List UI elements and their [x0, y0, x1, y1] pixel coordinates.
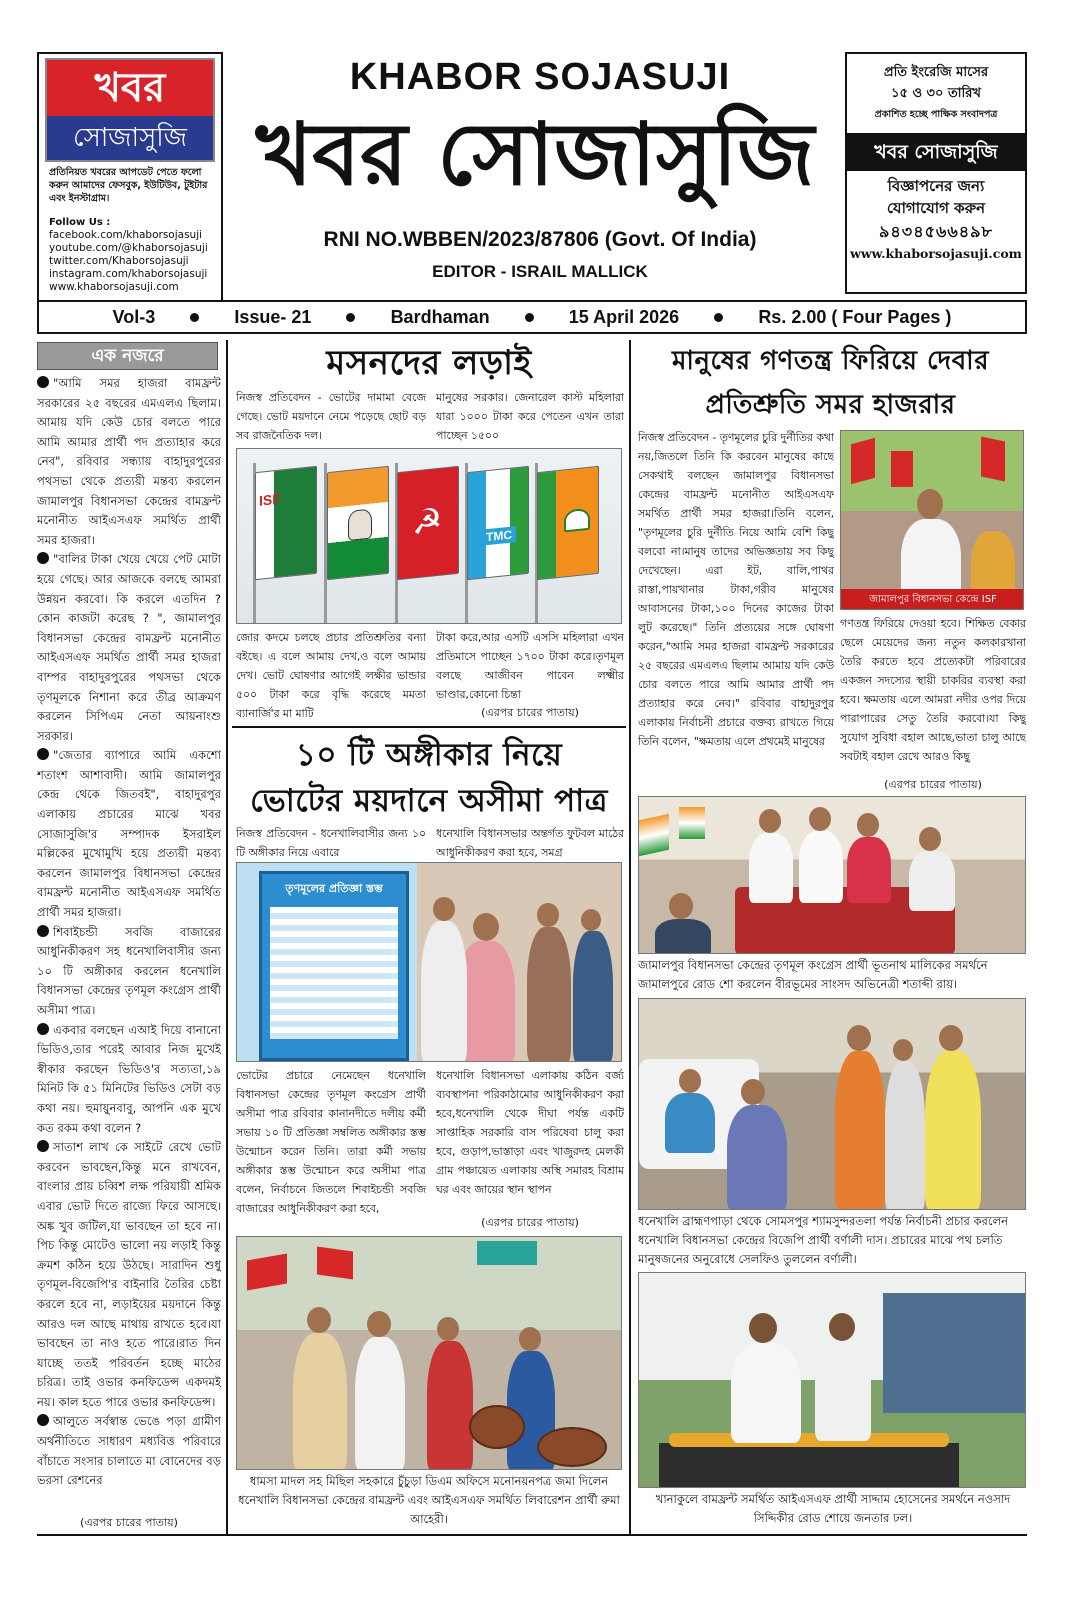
story1-headline: মসনদের লড়াই	[326, 343, 532, 383]
bullet-icon	[37, 552, 49, 564]
continued-note: (এরপর চারের পাতায়)	[884, 778, 982, 791]
bullet-icon	[37, 376, 49, 388]
place: Bardhaman	[390, 306, 490, 327]
flag-label: ISF	[259, 490, 281, 509]
title-english: KHABOR SOJASUJI	[349, 56, 731, 98]
pledge-board	[259, 871, 409, 1061]
campaign-banner: জামালপুর বিধানসভা কেন্দ্রে ISF	[841, 589, 1024, 610]
newspaper-logo	[45, 58, 215, 162]
at-a-glance-header: এক নজরে	[37, 342, 218, 370]
glance-item-text: একবার বলছেন এআই দিয়ে বানানো ভিডিও,তার পরেই আবার নিজ মুখেই স্বীকার করছেন ভিডিও'র সত্যতা,১৯ মিনিট কি ৫১ মিনিটের ভিডিও সেটা বড় কথা নয়। হুমায়ুনবাবু, আপনি এক মুখে কত রকম কথা বলেন ?	[37, 1022, 221, 1135]
selfie-photo-caption: ধনেখালি ব্রাহ্মণপাড়া থেকে সোমসপুর শ্যামসুন্দরতলা পর্যন্ত নির্বাচনী প্রচার করলেন ধনেখালি বিধানসভা কেন্দ্রের বিজেপি প্রার্থী বর্ণালী দাস। প্রচারের মাঝে পথ চলতি মানুষজনের অনুরোধে সেলফিও তুললেন বর্ণালী।	[638, 1214, 1008, 1266]
continued-note: (এরপর চারের পাতায়)	[80, 1516, 178, 1529]
title-bengali: খবর সোজাসুজি	[255, 104, 815, 205]
glance-item	[37, 1412, 221, 1490]
advert-line-2: যোগাযোগ করুন	[886, 199, 986, 217]
bullet-icon	[37, 1140, 49, 1152]
glance-item	[37, 923, 221, 1021]
story-divider	[232, 726, 626, 728]
editor-line: EDITOR - ISRAIL MALLICK	[432, 262, 648, 281]
website-link[interactable]: www.khaborsojasuji.com	[49, 281, 179, 293]
khanakul-photo-caption: খানাকুলে বামফ্রন্ট সমর্থিত আইএসএফ প্রার্থী সাদ্দাম হোসেনের সমর্থনে নওসাদ সিদ্দিকীর রোড শোয়ে জনতার ঢল।	[655, 1492, 1011, 1525]
youtube-link[interactable]: youtube.com/@khaborsojasuji	[49, 242, 208, 254]
flag-label: TMC	[482, 526, 516, 546]
glance-item	[37, 1021, 221, 1139]
rally-procession-photo	[236, 1236, 622, 1470]
follow-links	[49, 216, 221, 294]
glance-item-text: সাতাশ লাখ কে সাইটে রেখে ভোট করবেন ভাবছেন,কিন্তু মনে রাখবেন, বাংলার প্রায় চব্বিশ লক্ষ পরিযায়ী শ্রমিক এবার ভোট দিতে রাজ্যে ফিরে আসছে।অঙ্ক খুব জটিল,যা ভাবছেন তা হবে না।পিচ কিন্তু মোটেও ভালো নয় লড়াই কিন্তু ক্রমশ কঠিন হয়ে উঠছে। সারাদিন শুধু তৃণমূল-বিজেপি'র বাইনারি তৈরির চেষ্টা করলে হবে না, লড়াইয়ের ময়দানে কিন্তু আরও দল আছে মাথায় রাখতে হবে।যা ভাবছেন তা নাও হতে পারে।রাত দিন যাচ্ছে ততই পরিবর্তন হচ্ছে মাঠের চরিত্র। তাই ওভার কনফিডেন্স একদমই নয়। কাল হতে পারে ওভার কনফিডেন্স।	[37, 1140, 221, 1409]
separator-dot-icon	[525, 313, 534, 322]
rni-number: RNI NO.WBBEN/2023/87806 (Govt. Of India)	[323, 228, 757, 251]
page-bottom-rule	[37, 1534, 1027, 1536]
story2-text: ধনেখালি বিধানসভা এলাকায় কঠিন বর্জ্য ব্যবস্থাপনা পরিকাঠামোর আধুনিকীকরণ করা হবে,ধনেখালি থেকে দীঘা পর্যন্ত একটি সাপ্তাহিক সরকারি বাস পরিষেবা চালু করা হবে, গুড়াপ,ভাস্তাড়া এবং খাজুরদহ মেলকী গ্রাম পঞ্চায়েত এলাকায় অস্থি সমারহ বিশ্রাম ঘর এবং জায়ের স্থান স্থাপন	[436, 1069, 624, 1196]
story2-headline-line1: ১০ টি অঙ্গীকার নিয়ে	[295, 737, 563, 773]
tmc-flag-icon	[467, 466, 529, 581]
road-show-caption: জামালপুর বিধানসভা কেন্দ্রের তৃণমূল কংগ্রেস প্রার্থী ভূতনাথ মালিকের সমর্থনে জামালপুরে রোড শো করলেন বীরভূমের সাংসদ অভিনেত্রী শতাব্দী রায়।	[638, 958, 988, 991]
story3-headline-line2: প্রতিশ্রুতি সমর হাজরার	[705, 390, 956, 420]
glance-item-text: শিবাইচন্ডী সবজি বাজারের আধুনিকীকরণ সহ ধনেখালিবাসীর জন্য ১০ টি অঙ্গীকার করলেন ধনেখালি বিধানসভা কেন্দ্রের তৃণমূল কংগ্রেস প্রার্থী অসীমা পাত্র।	[37, 924, 221, 1017]
glance-item-text: আলুতে সর্বস্বান্ত ভেঙে পড়া গ্রামীণ অর্থনীতিতে সাধারণ মধ্যবিত্ত পরিবারে বাঁচাতে সংসার চালাতে মা বোনেদের বড় ভরসা রেশনের	[37, 1414, 221, 1488]
bjp-flag-icon	[537, 466, 599, 581]
khanakul-road-show-photo	[638, 1272, 1026, 1488]
isf-flag-icon	[255, 466, 317, 581]
story2-text: নিজস্ব প্রতিবেদন - ধনেখালিবাসীর জন্য ১০ টি অঙ্গীকার নিয়ে এবারে	[236, 827, 426, 859]
brand-bar: খবর সোজাসুজি	[847, 133, 1025, 171]
story1-text: জোর কদমে চলছে প্রচার প্রতিশ্রুতির বন্যা বইছে। এ বলে আমায় দেখ,ও বলে আমায় দেখ। ভোট ঘোষণার আগেই লক্ষীর ভান্ডার ৫০০ টাকা করে বৃদ্ধি করেছে মমতা ব্যানার্জি'র মা মাটি	[236, 631, 426, 720]
logo-bottom-text: সোজাসুজি	[47, 116, 213, 160]
glance-item-text: "বালির টাকা খেয়ে খেয়ে পেট মোটা হয়ে গেছে। আর আজকে বলছে আমরা উন্নয়ন করবো। কি করলে এতদিন ? কোন কাজটা করেছ ? ", জামালপুর বিধানসভা কেন্দ্রের বামফ্রন্ট মনোনীত আইএসএফ সমর্থিত প্রার্থী সমর হাজরা বাম্পর বাহাদুরপুরের পথসভা থেকে তৃণমূলকে নিশানা করে তীব্র আক্রমণ করলেন সিপিএম নেতা আয়নাংশু সরকার।	[37, 552, 221, 743]
website-url[interactable]: www.khaborsojasuji.com	[850, 246, 1022, 261]
story3-text: নিজস্ব প্রতিবেদন - তৃণমূলের চুরি দুর্নীতির কথা নয়,জিতলে তিনি কি করবেন মানুষের কাছে সেকথাই বলছেন জামালপুর বিধানসভা কেন্দ্রের বামফ্রন্ট মনোনীত আইএসএফ সমর্থিত প্রার্থী সমর হাজরা।তিনি বলেন, "তৃণমূলের চুরি দুর্নীতি নিয়ে আমি বেশি কিছু বলবো না।মানুষ তাদের অভিজ্ঞতায় সব কিছু দেখেছেন। এরা ইট, বালি,পাথর রাস্তা,পায়খানার টাকা,গরীব মানুষের আবাসনের টাকা,১০০ দিনের কাজের টাকা লুট করেছে।" তিনি প্রত্যয়ের সঙ্গে ঘোষণা করেন,"আমি সমর হাজরা বামফ্রন্ট সরকারের ২৫ বছরের এমএলএ ছিলাম আমায় যদি কেউ চোর বলতে পারে আমি আমার প্রার্থী পদ প্রত্যাহার করে নেব।" রবিবার বাহাদুরপুর এলাকায় নির্বাচনী প্রচারে বক্তব্য রাখতে গিয়ে তিনি বলেন, "ক্ষমতায় এলে প্রথমেই মানুষের	[638, 431, 834, 748]
phone-number[interactable]: ৯৪৩৪৫৬৬৪৯৮	[879, 222, 993, 241]
glance-item	[37, 1138, 221, 1412]
frequency-line-1: প্রতি ইংরেজি মাসের	[883, 65, 989, 80]
logo-top-text: খবর	[47, 60, 213, 116]
separator-dot-icon	[714, 313, 723, 322]
bullet-icon	[37, 925, 49, 937]
glance-item-text: "জেতার ব্যাপারে আমি একশো শতাংশ আশাবাদী। আমি জামালপুর কেন্দ্র থেকে জিতবই", বাহাদুরপুর এলাকায় প্রচারের মাঝে খবর সোজাসুজি'র সম্পাদক ইসরাইল মল্লিকের মুখোমুখি হয়ে প্রত্যয়ী মন্তব্য করলেন জামালপুর বিধানসভা কেন্দ্রের বামফ্রন্ট মনোনীত আইএসএফ সমর্থিত প্রার্থী সমর হাজরা।	[37, 748, 221, 920]
party-flags-photo	[236, 448, 622, 624]
board-title: তৃণমূলের প্রতিজ্ঞা স্তম্ভ	[285, 882, 383, 895]
bullet-icon	[37, 1023, 49, 1035]
publication-info-box	[845, 52, 1027, 294]
glance-item	[37, 550, 221, 746]
story3-text: গণতন্ত্র ফিরিয়ে দেওয়া হবে। শিক্ষিত বেকার ছেলে মেয়েদের জন্য নতুন কলকারখানা তৈরি করতে হবে প্রত্যেকটা পরিবারের একজন সদস্যের স্থায়ী চাকরির ব্যবস্থা করা হবে। ক্ষমতায় এলে আমরা নদীর ওপর দিয়ে পারাপারের সেতু তৈরি করবো।যা কিছু সুযোগ সুবিধা বহাল আছে,ভাতা চালু আছে সবটাই বহাল রেখে আরও কিছু	[840, 617, 1026, 763]
story2-text: ভোটের প্রচারে নেমেছেন ধনেখালি বিধানসভা কেন্দ্রের তৃণমূল কংগ্রেস প্রার্থী অসীমা পাত্র রবিবার কানানদীতে দলীয় কর্মী সভায় ১০ টি প্রতিজ্ঞা সম্বলিত অঙ্গীকার স্তম্ভ উন্মোচন করেন তিনি। তারা কর্মী সভায় অঙ্গীকার স্তম্ভ উন্মোচন করে অসীমা পাত্র বলেন, নির্বাচনে জিতলে শিবাইচন্ডী সবজি বাজারের আধুনিকীকরণ করা হবে,	[236, 1069, 426, 1215]
story3-headline-line1: মানুষের গণতন্ত্র ফিরিয়ে দেবার	[671, 346, 990, 376]
bullet-icon	[37, 748, 49, 760]
issue: Issue- 21	[234, 306, 312, 327]
frequency-line-2: ১৫ ও ৩০ তারিখ	[891, 86, 981, 101]
date: 15 April 2026	[568, 306, 680, 327]
follow-label: Follow Us :	[49, 217, 111, 228]
cpim-flag-icon: ☭	[397, 466, 459, 581]
bullet-icon	[37, 1414, 49, 1426]
story2-text: ধনেখালি বিধানসভার অন্তর্গত ফুটবল মাঠের আধুনিকীকরণ করা হবে, সমগ্র	[436, 827, 624, 859]
separator-dot-icon	[190, 313, 199, 322]
congress-flag-icon	[327, 466, 389, 581]
glance-item	[37, 746, 221, 922]
column-rule	[629, 340, 631, 1535]
twitter-link[interactable]: twitter.com/Khaborsojasuji	[49, 255, 189, 267]
road-show-photo	[638, 796, 1026, 954]
samar-hazra-campaign-photo	[840, 430, 1024, 610]
facebook-link[interactable]: facebook.com/khaborsojasuji	[49, 229, 203, 241]
rally-photo-caption: ধামসা মাদল সহ মিছিল সহকারে চুঁচুড়া ডিএম অফিসে মনোনয়নপত্র জমা দিলেন ধনেখালি বিধানসভা কেন্দ্রের বামফ্রন্ট এবং আইএসএফ সমর্থিত লিবারেশন প্রার্থী রুমা আহেরী।	[238, 1474, 620, 1526]
frequency-line-3: প্রকাশিত হচ্ছে পাক্ষিক সংবাদপত্র	[874, 109, 998, 120]
volume: Vol-3	[112, 306, 156, 327]
glance-item-text: "আমি সমর হাজরা বামফ্রন্ট সরকারের ২৫ বছরের এমএলএ ছিলাম। আমায় যদি কেউ চোর বলতে পারে আমি আমার প্রার্থী পদ প্রত্যাহার করে নেব", রবিবার সন্ধ্যায় বাহাদুরপুরের পথসভা থেকে প্রত্যয়ী মন্তব্য করলেন জামালপুর বিধানসভা কেন্দ্রের বামফ্রন্ট মনোনীত আইএসএফ সমর্থিত প্রার্থী সমর হাজরা।	[37, 376, 221, 547]
story2-headline-line2: ভোটের ময়দানে অসীমা পাত্র	[250, 783, 608, 819]
continued-note: (এরপর চারের পাতায়)	[481, 1216, 579, 1229]
story1-text: টাকা করে,আর এসটি এসসি মহিলারা এখন প্রতিমাসে পাচ্ছেন ১৭০০ টাকা করে।তৃণমূল বলছে আজীবন পাবেন লক্ষ্মীর ভাণ্ডার,কোনো চিন্তা	[436, 631, 624, 701]
pledge-pillar-photo	[236, 862, 622, 1062]
price: Rs. 2.00 ( Four Pages )	[758, 306, 952, 327]
instagram-link[interactable]: instagram.com/khaborsojasuji	[49, 268, 208, 280]
logo-box	[37, 52, 223, 302]
advert-line-1: বিজ্ঞাপনের জন্য	[887, 177, 985, 195]
separator-dot-icon	[346, 313, 355, 322]
story1-text: নিজস্ব প্রতিবেদন - ভোটের দামামা বেজে গেছে। ভোট ময়দানে নেমে পড়েছে ছোট বড় সব রাজনৈতিক দল।	[236, 391, 426, 442]
issue-info-bar	[37, 300, 1027, 334]
continued-note: (এরপর চারের পাতায়)	[481, 706, 579, 719]
column-rule	[226, 340, 228, 1535]
glance-item	[37, 374, 221, 550]
story1-text: মানুষের সরকার। জেনারেল কাস্ট মহিলারা যারা ১০০০ টাকা করে পেতেন এখন তারা পাচ্ছেন ১৫০০	[436, 391, 624, 442]
social-promo-text: প্রতিনিয়ত খবরের আপডেট পেতে ফলো করুন আমাদের ফেসবুক, ইউটিউব, টুইটার এবং ইনস্টাগ্রাম।	[49, 167, 208, 204]
bjp-campaign-selfie-photo	[638, 998, 1026, 1210]
at-a-glance-column	[37, 374, 221, 1532]
